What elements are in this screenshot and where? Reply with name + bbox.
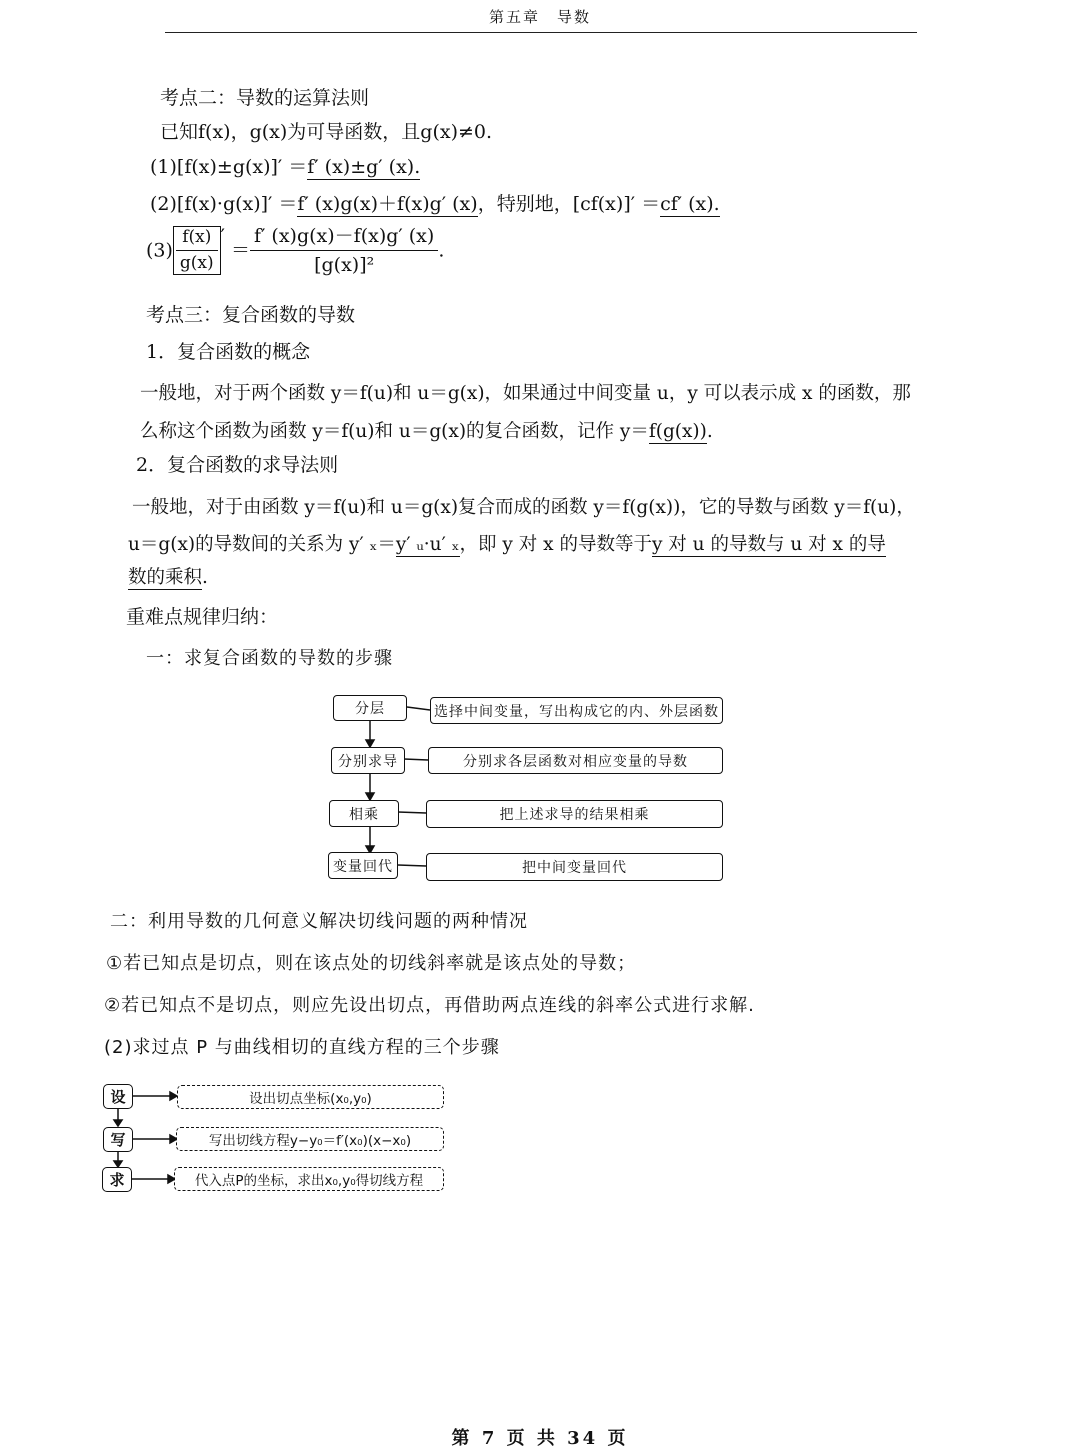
summary-case1: ①若已知点是切点，则在该点处的切线斜率就是该点处的导数； <box>106 953 637 974</box>
flow1-desc-3: 把上述求导的结果相乘 <box>426 800 723 828</box>
rule3-den: [g(x)]² <box>314 254 375 276</box>
flow1-step-2: 分别求导 <box>331 747 405 774</box>
rule2-rhs: f′ (x)g(x)＋f(x)g′ (x) <box>297 193 478 215</box>
section2-intro: 已知f(x)，g(x)为可导函数，且g(x)≠0. <box>160 121 493 143</box>
rule3-num: f′ (x)g(x)－f(x)g′ (x) <box>250 224 438 251</box>
flow2-step-1: 设 <box>103 1084 133 1109</box>
p2b-pre: u＝g(x)的导数间的关系为 y′ ₓ＝ <box>128 534 396 555</box>
p2b-underlined2: y 对 u 的导数与 u 对 x 的导 <box>651 534 886 555</box>
summary-heading: 重难点规律归纳： <box>126 606 279 628</box>
flow1-step-4: 变量回代 <box>328 852 398 879</box>
page-header-title: 第五章 导数 <box>488 8 591 26</box>
summary-case2: ②若已知点不是切点，则应先设出切点，再借助两点连线的斜率公式进行求解. <box>104 995 755 1016</box>
flow1-step-3: 相乘 <box>329 800 399 827</box>
p2c-end: . <box>202 567 208 588</box>
rule3-eq: ＝ <box>231 239 251 262</box>
flow1-desc-4: 把中间变量回代 <box>426 853 723 881</box>
rule2-lhs: (2)[f(x)·g(x)]′ ＝ <box>150 193 298 215</box>
p1b-text: 么称这个函数为函数 y＝f(u)和 u＝g(x)的复合函数，记作 y＝ <box>140 421 649 442</box>
section3-heading: 考点三：复合函数的导数 <box>146 304 356 326</box>
rule3-prime: ′ <box>220 225 225 247</box>
rule2-mid: ，特别地，[cf(x)]′ ＝ <box>477 193 661 215</box>
section3-p1a: 一般地，对于两个函数 y＝f(u)和 u＝g(x)，如果通过中间变量 u，y 可以表示成 x 的函数，那 <box>140 383 911 404</box>
p1b-end: . <box>706 421 713 442</box>
section2-heading: 考点二：导数的运算法则 <box>160 87 370 109</box>
p2b-underlined: y′ ᵤ·u′ ₓ <box>395 534 460 555</box>
p2c-underlined: 数的乘积 <box>128 567 203 588</box>
rule3-inner-den: g(x) <box>179 253 214 273</box>
rule3-end: . <box>438 239 445 262</box>
rule2-rhs2: cf′ (x). <box>660 193 720 215</box>
flow1-desc-1: 选择中间变量，写出构成它的内、外层函数 <box>430 697 723 724</box>
section3-sub1: 1．复合函数的概念 <box>146 341 311 363</box>
p2b-mid: ，即 y 对 x 的导数等于 <box>459 534 652 555</box>
summary-part2: 二：利用导数的几何意义解决切线问题的两种情况 <box>110 911 528 932</box>
rule3-inner-num: f(x) <box>176 227 218 251</box>
flow2-desc-3: 代入点P的坐标，求出x₀,y₀得切线方程 <box>174 1167 444 1191</box>
rule3-label: (3) <box>146 239 173 262</box>
summary-part1: 一：求复合函数的导数的步骤 <box>146 648 393 669</box>
rule1-rhs: f′ (x)±g′ (x). <box>307 156 421 178</box>
summary-part3: (2)求过点 P 与曲线相切的直线方程的三个步骤 <box>104 1037 500 1058</box>
section3-sub2: 2．复合函数的求导法则 <box>136 454 339 476</box>
page-footer: 第 7 页 共 34 页 <box>451 1428 629 1449</box>
section3-p2a: 一般地，对于由函数 y＝f(u)和 u＝g(x)复合而成的函数 y＝f(g(x))，它的导数与函数 y＝f(u)， <box>132 497 915 518</box>
flow2-desc-1: 设出切点坐标(x₀,y₀) <box>177 1085 444 1109</box>
flow1-desc-2: 分别求各层函数对相应变量的导数 <box>428 747 723 774</box>
p1b-underlined: f(g(x)) <box>648 421 707 442</box>
flow2-step-3: 求 <box>102 1167 132 1192</box>
rule1-lhs: (1)[f(x)±g(x)]′ ＝ <box>150 156 308 178</box>
flow2-step-2: 写 <box>103 1127 133 1152</box>
flow2-desc-2: 写出切线方程y−y₀＝f′(x₀)(x−x₀) <box>176 1127 444 1151</box>
flow1-step-1: 分层 <box>333 695 407 721</box>
